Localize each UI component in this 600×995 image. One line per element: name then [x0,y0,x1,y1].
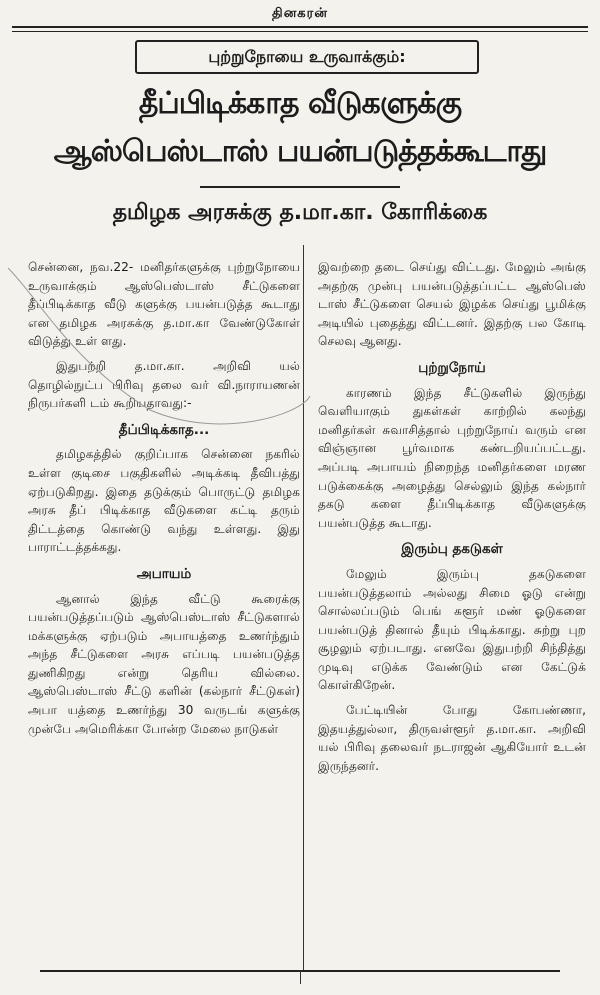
article-paragraph: பேட்டியின் போது கோபண்ணா, இதயத்துல்லா, திருவள்ளூர் த.மா.கா. அறிவி யல் பிரிவு தலைவர் நடராஜன் ஆகியோர் உடன் இருந்தனர். [318,703,586,773]
article-paragraph: சென்னை, நவ.22- மனிதர்களுக்கு புற்றுநோயை உருவாக்கும் ஆஸ்பெஸ்டாஸ் சீட்டுகளை தீப்பிடிக்காத வீடு களுக்கு பயன்படுத்த கூடாது என தமிழக அரசுக்கு த.மா.கா வேண்டுகோள் விடுத்து உள் ளது. [28,260,300,349]
headline-divider [200,186,400,188]
masthead-rule [12,26,588,32]
article-paragraph: இதுபற்றி த.மா.கா. அறிவி யல் தொழில்நுட்ப பிரிவு தலை வர் வி.நாராயணன் நிருபர்களி டம் கூறியதாவது:- [28,358,300,411]
subheadline: தமிழக அரசுக்கு த.மா.கா. கோரிக்கை [112,200,488,225]
headline-line-1: தீப்பிடிக்காத வீடுகளுக்கு [138,86,462,121]
column-divider [303,245,304,970]
section-subheading: இரும்பு தகடுகள் [401,541,503,558]
headline-line-2: ஆஸ்பெஸ்டாஸ் பயன்படுத்தக்கூடாது [53,134,547,169]
section-subheading: புற்றுநோய் [418,359,486,376]
bottom-column-tick [300,970,301,984]
article-paragraph: காரணம் இந்த சீட்டுகளில் இருந்து வெளியாகும் துகள்கள் காற்றில் கலந்து மனிதர்கள் சுவாசித்தால் புற்றுநோய் வரும் என விஞ்ஞான பூர்வமாக கண்டறியப்பட்டது. அப்படி அபாயம் நிறைந்த மனிதர்களை மரண படுக்கைக்கு அழைத்து செல்லும் இந்த கல்நார் தகடு களை தீப்பிடிக்காத வீடுகளுக்கு பயன்படுத்த கூடாது. [318,385,586,530]
article-paragraph: ஆனால் இந்த வீட்டு கூரைக்கு பயன்படுத்தப்படும் ஆஸ்பெஸ்டாஸ் சீட்டுகளால் மக்களுக்கு ஏற்படும் அபாயத்தை உணர்ந்தும் அந்த சீட்டுகளை அரசு எப்படி பயன்படுத்த துணிகிறது என்று தெரிய வில்லை. ஆஸ்பெஸ்டாஸ் சீட்டு களின் (கல்நார் சீட்டுகள்) அபா யத்தை உணர்ந்து 30 வருடங் களுக்கு முன்பே அமெரிக்கா போன்ற மேலை நாடுகள் [28,591,300,736]
newspaper-masthead: தினகரன் [272,6,328,21]
section-subheading: தீப்பிடிக்காத... [118,421,210,438]
right-column [318,258,586,781]
article-paragraph: இவற்றை தடை செய்து விட்டது. மேலும் அங்கு அதற்கு முன்பு பயன்படுத்தப்பட்ட ஆஸ்பெஸ் டாஸ் சீட்டுகளை செயல் இழக்க செய்து பூமிக்கு அடியில் புதைத்து விட்டனர். இதற்கு பல கோடி செலவு ஆனது. [318,260,586,349]
kicker-box: புற்றுநோயை உருவாக்கும்: [135,40,479,74]
article-paragraph: மேலும் இரும்பு தகடுகளை பயன்படுத்தலாம் அல்லது சிமை ஓடு என்று சொல்லப்படும் பெங் களூர் மண் ஓடுகளை பயன்படுத் தினால் தீயும் பிடிக்காது. சுற்று புற சூழலும் ஏற்படாது. எனவே இதுபற்றி சிந்தித்து முடிவு எடுக்க வேண்டும் என கேட்டுக் கொள்கிறேன். [318,566,586,693]
section-subheading: அபாயம் [136,565,192,582]
left-column [28,258,300,744]
article-paragraph: தமிழகத்தில் குறிப்பாக சென்னை நகரில் உள்ள குடிசை பகுதிகளில் அடிக்கடி தீவிபத்து ஏற்படுகிறது. இதை தடுக்கும் பொருட்டு தமிழக அரசு தீப் பிடிக்காத வீடுகளை கட்டி தரும் திட்டத்தை கொண்டு வந்து உள்ளது. இது பாராட்டத்தக்கது. [28,447,300,555]
